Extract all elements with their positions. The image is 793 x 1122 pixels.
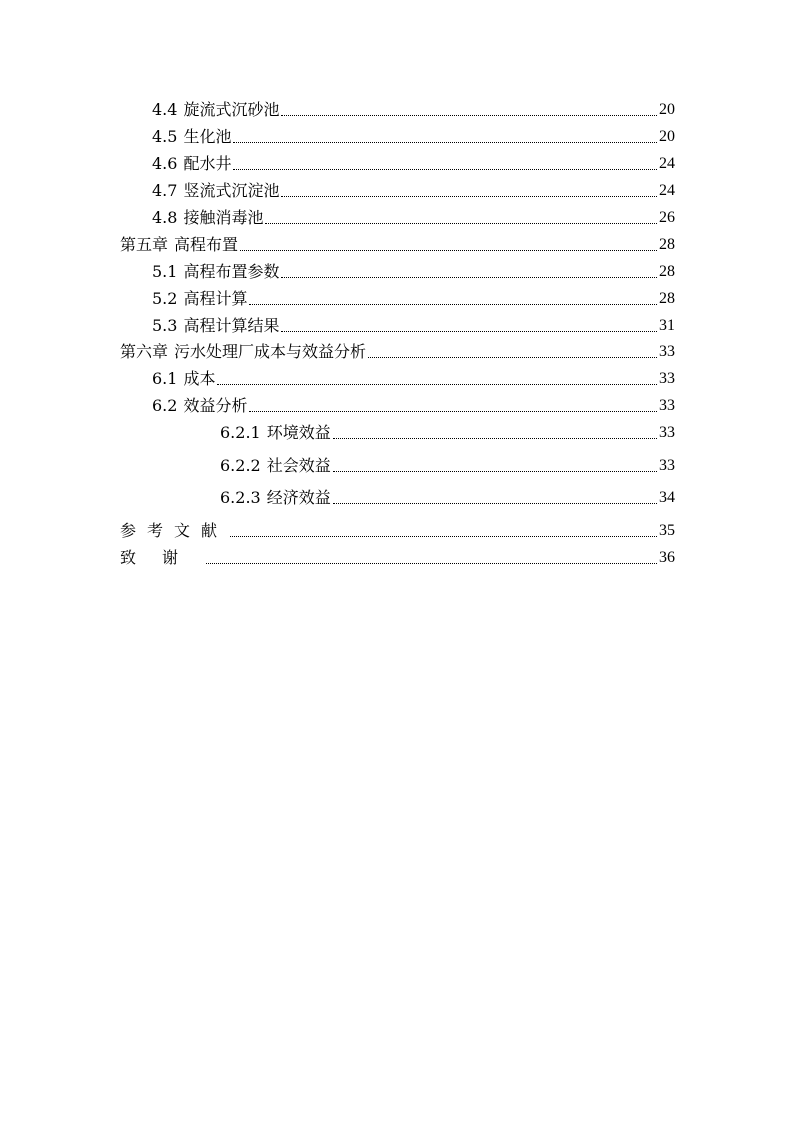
- dot-leader: [233, 142, 657, 143]
- toc-entry-5-1[interactable]: [152, 261, 675, 283]
- dot-leader: [281, 115, 657, 116]
- toc-entry-number: 6.2.2: [220, 456, 261, 475]
- dot-leader: [281, 331, 657, 332]
- toc-entry-acknowledgements[interactable]: [120, 547, 675, 569]
- toc-entry-page: 35: [659, 522, 675, 539]
- toc-entry-page: 28: [659, 290, 675, 307]
- dot-leader: [333, 503, 657, 504]
- toc-entry-page: 36: [659, 549, 675, 566]
- toc-entry-page: 33: [659, 424, 675, 441]
- toc-entry-title: 竖流式沉淀池: [183, 181, 280, 200]
- toc-entry-number: 6.2.1: [220, 423, 261, 442]
- toc-entry-title: 旋流式沉砂池: [183, 100, 280, 119]
- dot-leader: [230, 536, 657, 537]
- toc-entry-title: 配水井: [183, 154, 232, 173]
- toc-entry-5-3[interactable]: [152, 315, 675, 337]
- toc-entry-4-6[interactable]: [152, 153, 675, 175]
- toc-entry-number: 5.2: [152, 289, 178, 308]
- toc-entry-6-2-2[interactable]: [220, 455, 675, 477]
- toc-entry-number: 5.3: [152, 316, 178, 335]
- dot-leader: [333, 471, 657, 472]
- toc-entry-title: 效益分析: [183, 396, 248, 415]
- toc-entry-page: 33: [659, 397, 675, 414]
- toc-entry-6-1[interactable]: [152, 368, 675, 390]
- toc-entry-page: 28: [659, 236, 675, 253]
- toc-entry-title: 接触消毒池: [183, 208, 264, 227]
- dot-leader: [333, 438, 657, 439]
- toc-entry-number: 6.2.3: [220, 488, 261, 507]
- toc-entry-4-7[interactable]: [152, 180, 675, 202]
- toc-entry-title: 成本: [183, 369, 216, 388]
- toc-entry-title: 致谢: [120, 548, 205, 567]
- toc-entry-4-5[interactable]: [152, 126, 675, 148]
- dot-leader: [233, 169, 657, 170]
- toc-entry-page: 33: [659, 457, 675, 474]
- toc-entry-number: 4.7: [152, 181, 178, 200]
- toc-entry-number: 第六章: [120, 342, 169, 361]
- toc-entry-page: 20: [659, 101, 675, 118]
- toc-entry-number: 6.2: [152, 396, 178, 415]
- toc-entry-5-2[interactable]: [152, 288, 675, 310]
- toc-entry-page: 20: [659, 128, 675, 145]
- toc-entry-page: 31: [659, 317, 675, 334]
- toc-entry-title: 生化池: [183, 127, 232, 146]
- toc-entry-title: 高程计算结果: [183, 316, 280, 335]
- toc-entry-title: 高程计算: [183, 289, 248, 308]
- toc-entry-6-2-3[interactable]: [220, 487, 675, 509]
- toc-entry-chapter-6[interactable]: [120, 341, 675, 363]
- toc-entry-number: 6.1: [152, 369, 178, 388]
- toc-entry-number: 4.5: [152, 127, 178, 146]
- toc-entry-page: 24: [659, 182, 675, 199]
- dot-leader: [281, 277, 657, 278]
- toc-entry-page: 28: [659, 263, 675, 280]
- toc-entry-number: 4.8: [152, 208, 178, 227]
- toc-entry-title: 环境效益: [266, 423, 331, 442]
- toc-entry-page: 33: [659, 343, 675, 360]
- toc-entry-number: 第五章: [120, 235, 169, 254]
- toc-entry-6-2[interactable]: [152, 395, 675, 417]
- toc-entry-6-2-1[interactable]: [220, 422, 675, 444]
- toc-entry-title: 社会效益: [266, 456, 331, 475]
- dot-leader: [217, 384, 657, 385]
- toc-entry-page: 33: [659, 370, 675, 387]
- toc-entry-title: 污水处理厂成本与效益分析: [174, 342, 367, 361]
- toc-entry-4-4[interactable]: [152, 99, 675, 121]
- toc-entry-title: 高程布置: [174, 235, 239, 254]
- toc-entry-page: 34: [659, 489, 675, 506]
- dot-leader: [240, 250, 657, 251]
- dot-leader: [368, 357, 657, 358]
- toc-entry-references[interactable]: [120, 520, 675, 542]
- toc-entry-title: 参考文献: [120, 521, 229, 540]
- toc-entry-title: 经济效益: [266, 488, 331, 507]
- dot-leader: [265, 223, 657, 224]
- dot-leader: [249, 304, 657, 305]
- toc-entry-page: 24: [659, 155, 675, 172]
- toc-entry-4-8[interactable]: [152, 207, 675, 229]
- toc-entry-chapter-5[interactable]: [120, 234, 675, 256]
- toc-entry-number: 4.6: [152, 154, 178, 173]
- dot-leader: [206, 563, 657, 564]
- toc-entry-title: 高程布置参数: [183, 262, 280, 281]
- toc-entry-page: 26: [659, 209, 675, 226]
- dot-leader: [281, 196, 657, 197]
- dot-leader: [249, 411, 657, 412]
- toc-entry-number: 5.1: [152, 262, 178, 281]
- toc-entry-number: 4.4: [152, 100, 178, 119]
